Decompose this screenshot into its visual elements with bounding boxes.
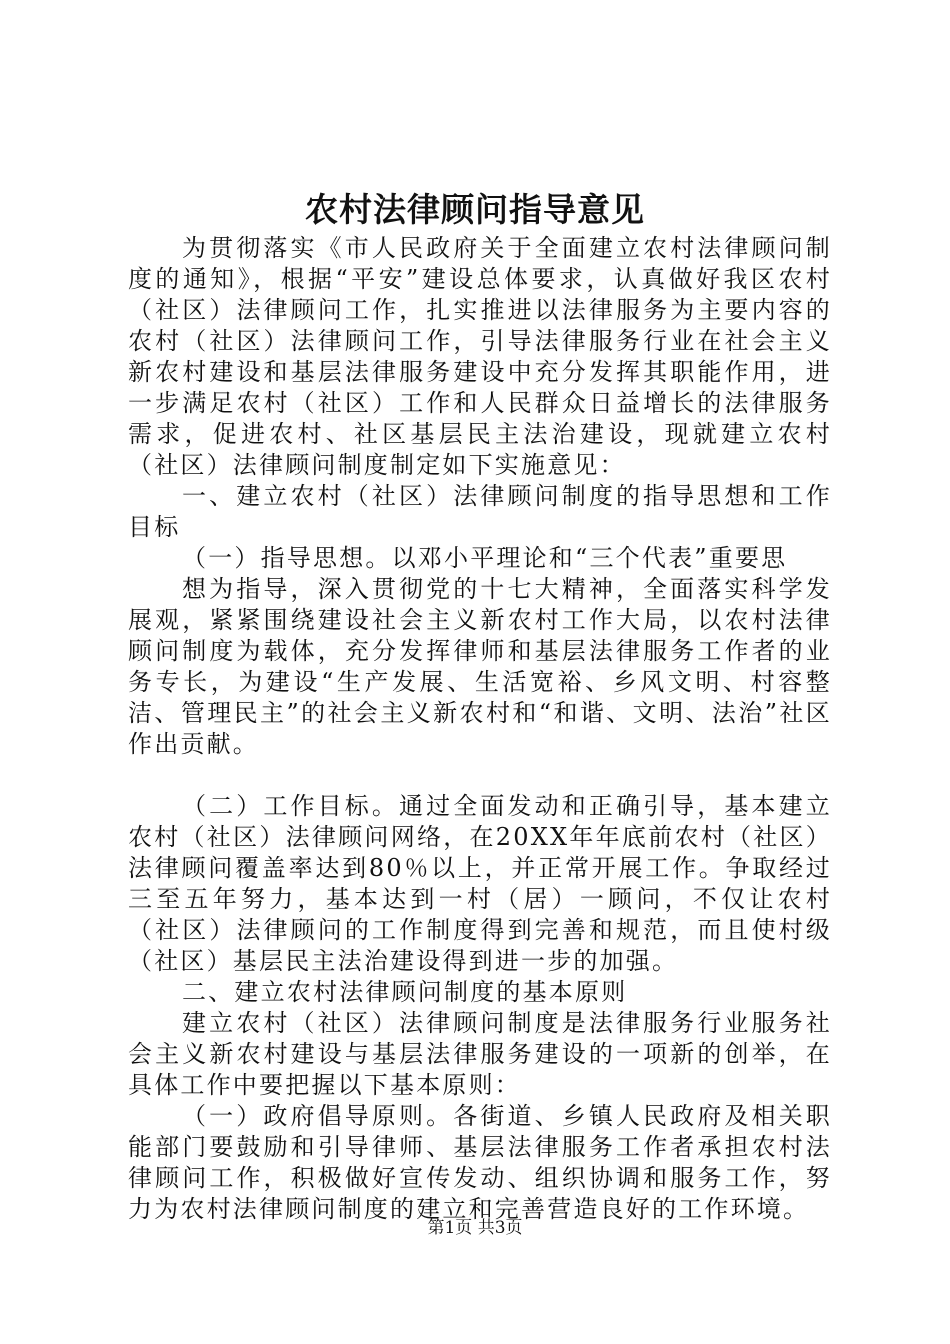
paragraph-work-goals: （二）工作目标。通过全面发动和正确引导，基本建立农村（社区）法律顾问网络，在20XX年年底前农村（社区）法律顾问覆盖率达到80％以上，并正常开展工作。争取经过三至五年努力，基本达到一村（居）一顾问，不仅让农村（社区）法律顾问的工作制度得到完善和规范，而且使村级（社区）基层民主法治建设得到进一步的加强。 bbox=[128, 792, 832, 975]
paragraph-guiding-thought-start: （一）指导思想。以邓小平理论和“三个代表”重要思 bbox=[182, 544, 788, 572]
document-body bbox=[128, 233, 832, 1225]
section-heading-1: 一、建立农村（社区）法律顾问制度的指导思想和工作目标 bbox=[128, 482, 832, 541]
document-title: 农村法律顾问指导意见 bbox=[305, 190, 645, 229]
paragraph-guiding-thought-cont: 想为指导，深入贯彻党的十七大精神，全面落实科学发展观，紧紧围绕建设社会主义新农村工作大局，以农村法律顾问制度为载体，充分发挥律师和基层法律服务工作者的业务专长，为建设“生产发展、生活宽裕、乡风文明、村容整洁、管理民主”的社会主义新农村和“和谐、文明、法治”社区作出贡献。 bbox=[128, 575, 832, 758]
page-footer: 第1页 共3页 bbox=[427, 1218, 523, 1238]
paragraph-government-principle: （一）政府倡导原则。各街道、乡镇人民政府及相关职能部门要鼓励和引导律师、基层法律服务工作者承担农村法律顾问工作，积极做好宣传发动、组织协调和服务工作，努力为农村法律顾问制度的建立和完善营造良好的工作环境。 bbox=[128, 1102, 832, 1223]
paragraph-intro: 为贯彻落实《市人民政府关于全面建立农村法律顾问制度的通知》，根据“平安”建设总体要求，认真做好我区农村（社区）法律顾问工作，扎实推进以法律服务为主要内容的农村（社区）法律顾问工作，引导法律服务行业在社会主义新农村建设和基层法律服务建设中充分发挥其职能作用，进一步满足农村（社区）工作和人民群众日益增长的法律服务需求，促进农村、社区基层民主法治建设，现就建立农村（社区）法律顾问制度制定如下实施意见： bbox=[128, 234, 832, 479]
section-heading-2: 二、建立农村法律顾问制度的基本原则 bbox=[182, 978, 628, 1006]
paragraph-principles-intro: 建立农村（社区）法律顾问制度是法律服务行业服务社会主义新农村建设与基层法律服务建设的一项新的创举，在具体工作中要把握以下基本原则： bbox=[128, 1009, 832, 1099]
